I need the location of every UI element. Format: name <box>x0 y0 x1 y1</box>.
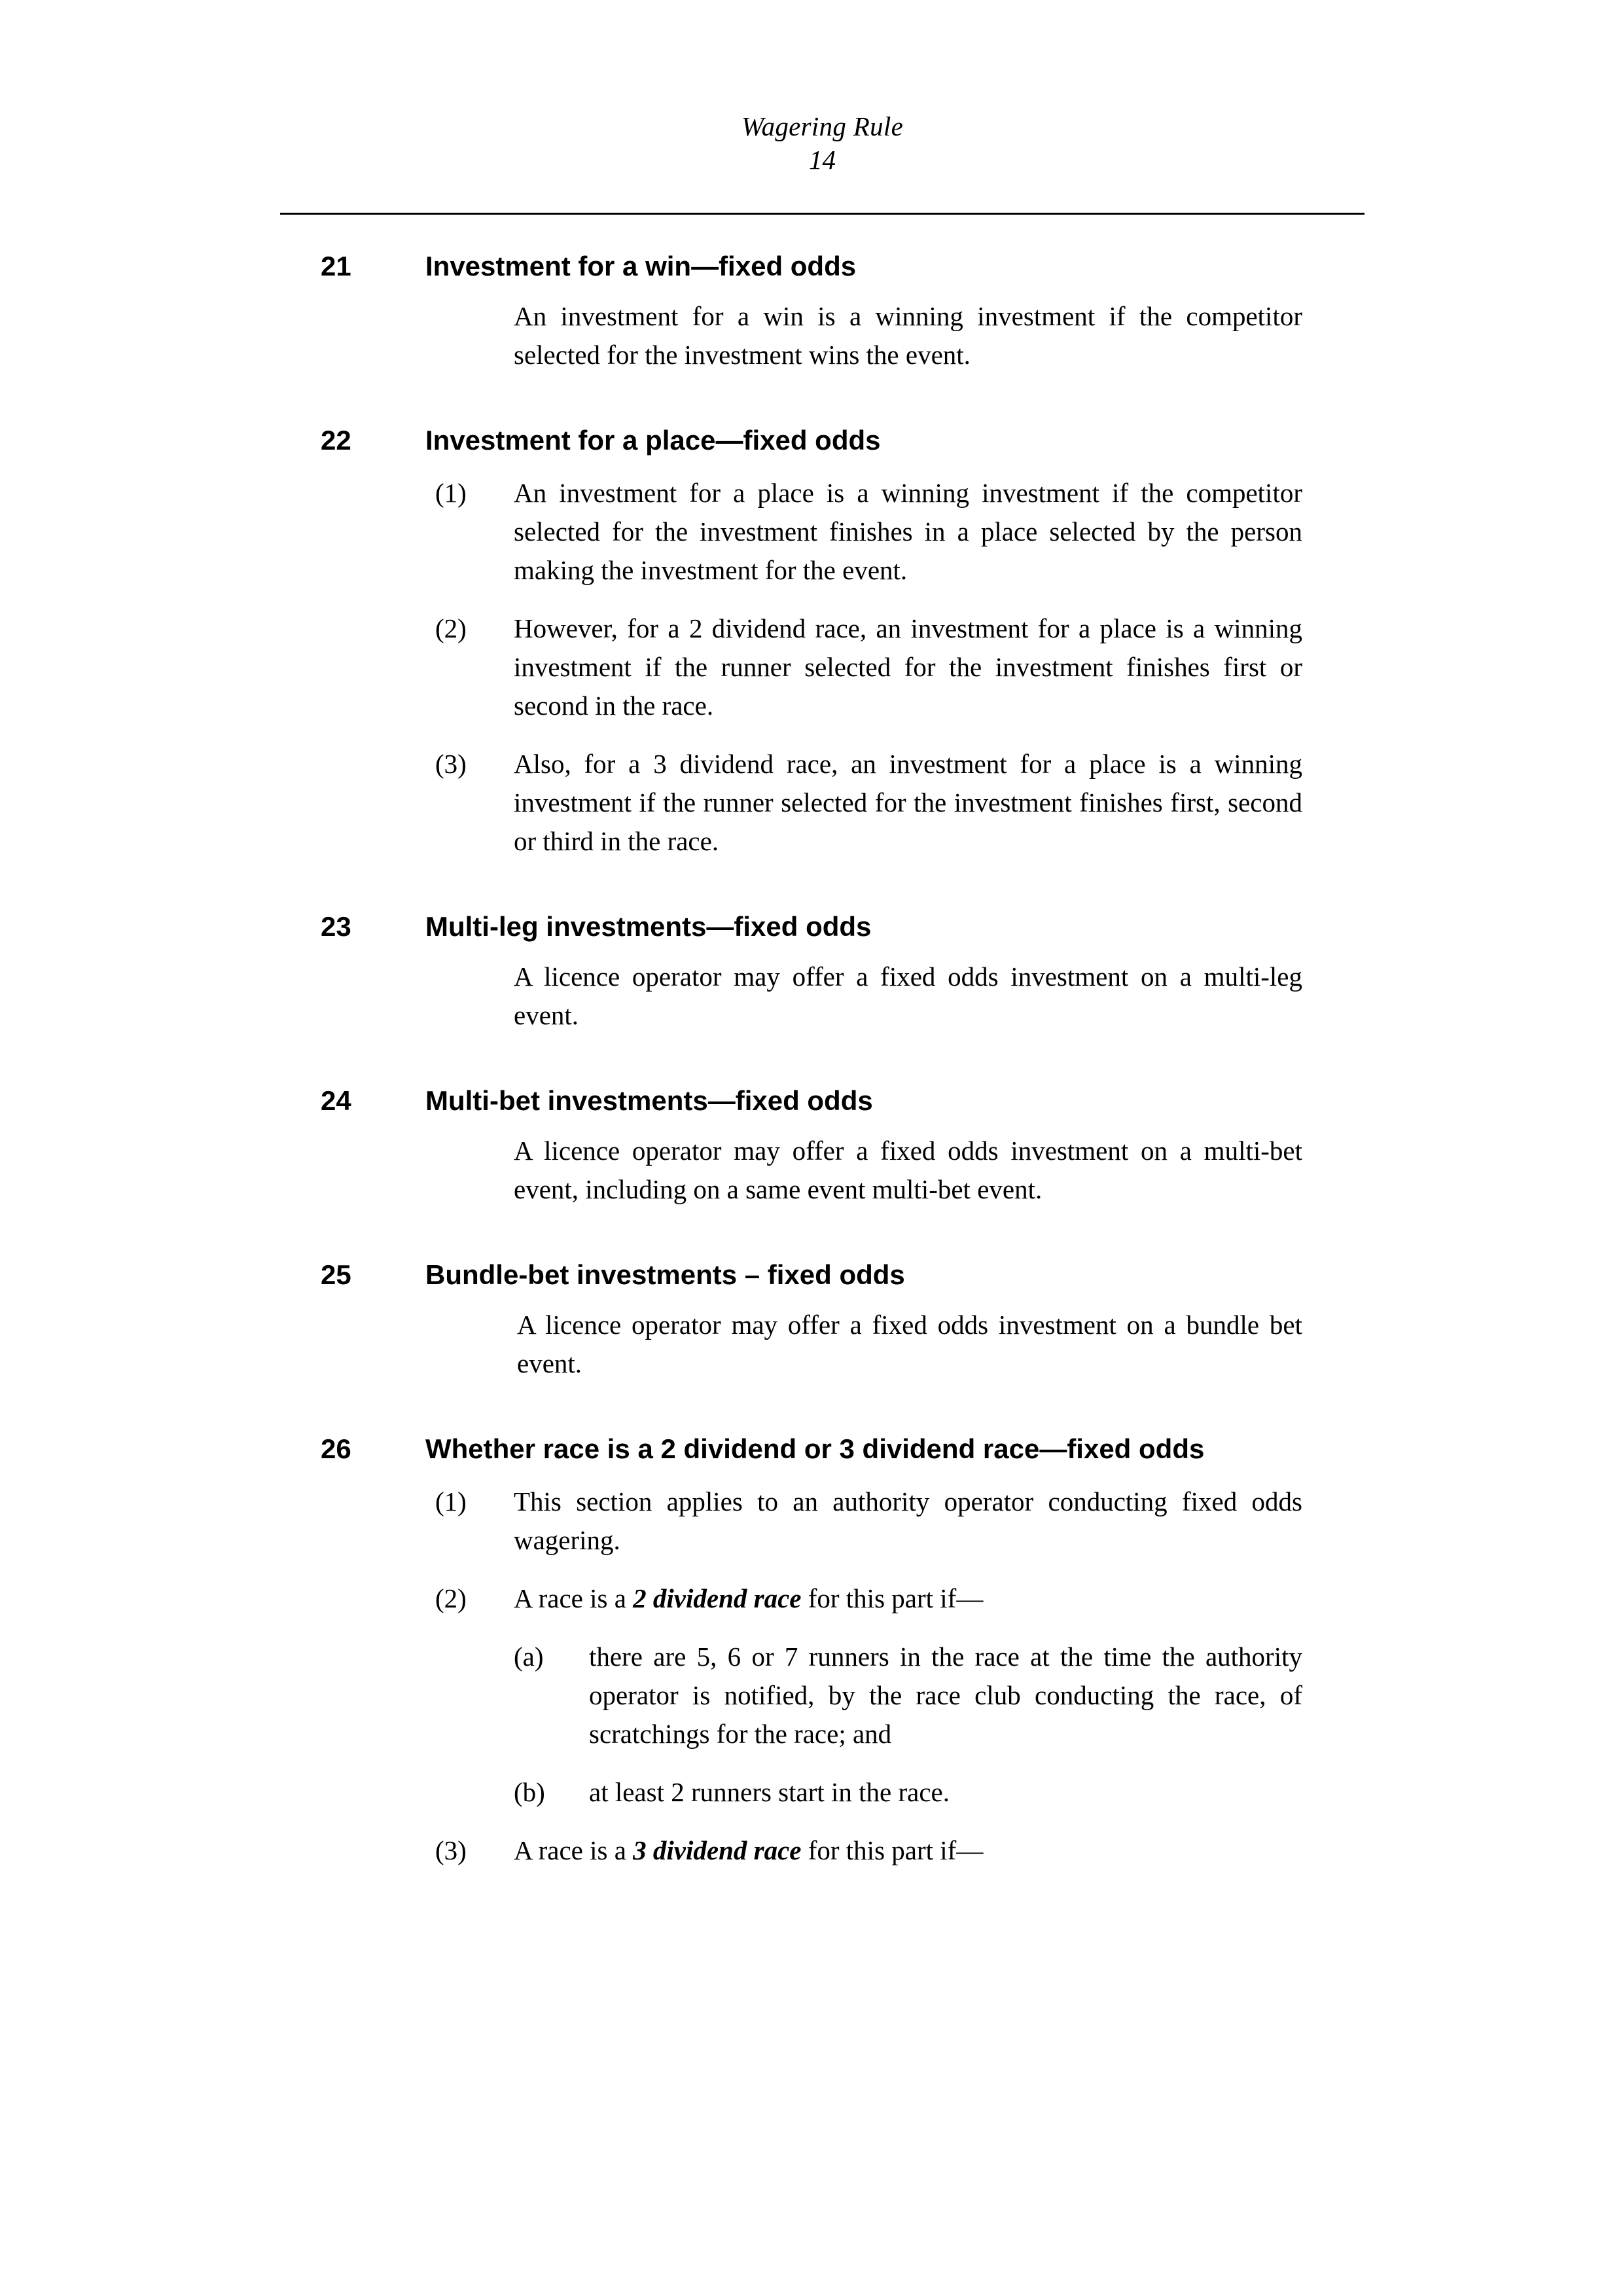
spacer <box>0 1209 1623 1256</box>
spacer <box>0 1294 1623 1306</box>
section-25 <box>0 1256 1623 1383</box>
section-21-paragraph: An investment for a win is a winning investment if the competitor selected for the investment wins the event. <box>514 301 1302 370</box>
defined-term-3-dividend-race: 3 dividend race <box>633 1835 802 1865</box>
spacer <box>0 459 1623 474</box>
header-page-number: 14 <box>809 145 836 175</box>
header-document-title: Wagering Rule <box>741 111 904 141</box>
spacer <box>0 285 1623 297</box>
subsection-text <box>514 1831 1302 1870</box>
section-26-subsection-1 <box>435 1482 1302 1560</box>
subsection-text-tail: for this part if— <box>801 1583 984 1613</box>
section-24-title: Multi-bet investments—fixed odds <box>425 1085 873 1116</box>
spacer <box>0 946 1623 958</box>
spacer <box>0 1383 1623 1430</box>
section-22-number: 22 <box>321 425 351 456</box>
running-header <box>280 110 1364 177</box>
subsection-text-tail: for this part if— <box>801 1835 984 1865</box>
section-25-heading <box>0 1256 1623 1294</box>
section-23-title: Multi-leg investments—fixed odds <box>425 911 872 942</box>
subsection-text: An investment for a place is a winning investment if the competitor selected for the investment finishes in a place selected by the person making the investment for the event. <box>514 478 1302 585</box>
spacer <box>0 861 1623 908</box>
subsection-marker: (3) <box>435 749 467 779</box>
section-22-subsection-1 <box>435 474 1302 590</box>
spacer <box>0 1618 1623 1638</box>
spacer <box>0 725 1623 745</box>
section-26-heading <box>0 1430 1623 1468</box>
subsection-text: However, for a 2 dividend race, an investment for a place is a winning investment if the runner selected for the investment finishes first or second in the race. <box>514 613 1302 721</box>
section-24-paragraph: A licence operator may offer a fixed odds investment on a multi-bet event, including on a same event multi-bet event. <box>514 1136 1302 1204</box>
section-22-subsection-3 <box>435 745 1302 861</box>
subsection-marker: (3) <box>435 1835 467 1865</box>
section-26-number: 26 <box>321 1433 351 1464</box>
subsection-text: This section applies to an authority operator conducting fixed odds wagering. <box>514 1486 1302 1555</box>
section-22-heading <box>0 422 1623 459</box>
spacer <box>0 374 1623 422</box>
subsection-text-lead: A race is a <box>514 1835 633 1865</box>
paragraph-text: at least 2 runners start in the race. <box>589 1777 950 1807</box>
subsection-text-lead: A race is a <box>514 1583 633 1613</box>
section-21 <box>0 247 1623 374</box>
spacer <box>0 1120 1623 1132</box>
section-26 <box>0 1430 1623 1870</box>
spacer <box>0 1560 1623 1579</box>
section-21-title: Investment for a win—fixed odds <box>425 251 857 281</box>
paragraph-marker: (b) <box>514 1777 545 1807</box>
section-21-number: 21 <box>321 251 351 281</box>
section-24 <box>0 1082 1623 1209</box>
section-23-heading <box>0 908 1623 946</box>
subsection-text: Also, for a 3 dividend race, an investment for a place is a winning investment if the runner selected for the investment finishes first, second or third in the race. <box>514 749 1302 856</box>
spacer <box>0 1468 1623 1482</box>
subsection-marker: (2) <box>435 1583 467 1613</box>
section-25-number: 25 <box>321 1259 351 1290</box>
header-divider-rule <box>280 213 1364 215</box>
section-24-number: 24 <box>321 1085 351 1116</box>
section-22 <box>0 422 1623 861</box>
section-22-title: Investment for a place—fixed odds <box>425 425 881 456</box>
section-26-paragraph-a <box>514 1638 1302 1753</box>
section-23-paragraph: A licence operator may offer a fixed odds investment on a multi-leg event. <box>514 961 1302 1030</box>
paragraph-text: there are 5, 6 or 7 runners in the race at the time the authority operator is notified, by the race club conducting the race, of scratchings for the race; and <box>589 1641 1302 1749</box>
subsection-marker: (1) <box>435 478 467 508</box>
section-21-heading <box>0 247 1623 285</box>
spacer <box>0 590 1623 609</box>
section-26-subsection-3 <box>435 1831 1302 1870</box>
section-22-subsection-2 <box>435 609 1302 725</box>
spacer <box>0 1812 1623 1831</box>
section-25-title: Bundle-bet investments – fixed odds <box>425 1259 905 1290</box>
section-23 <box>0 908 1623 1035</box>
section-26-subsection-2 <box>435 1579 1302 1618</box>
defined-term-2-dividend-race: 2 dividend race <box>633 1583 802 1613</box>
section-24-heading <box>0 1082 1623 1120</box>
section-26-title: Whether race is a 2 dividend or 3 dividend race—fixed odds <box>425 1433 1205 1464</box>
document-body <box>0 247 1623 1870</box>
subsection-marker: (2) <box>435 613 467 643</box>
spacer <box>0 1035 1623 1082</box>
spacer <box>0 1753 1623 1773</box>
section-26-paragraph-b <box>514 1773 1302 1812</box>
paragraph-marker: (a) <box>514 1641 544 1672</box>
section-25-paragraph: A licence operator may offer a fixed odds investment on a bundle bet event. <box>517 1310 1302 1378</box>
subsection-marker: (1) <box>435 1486 467 1516</box>
section-23-number: 23 <box>321 911 351 942</box>
subsection-text <box>514 1579 1302 1618</box>
